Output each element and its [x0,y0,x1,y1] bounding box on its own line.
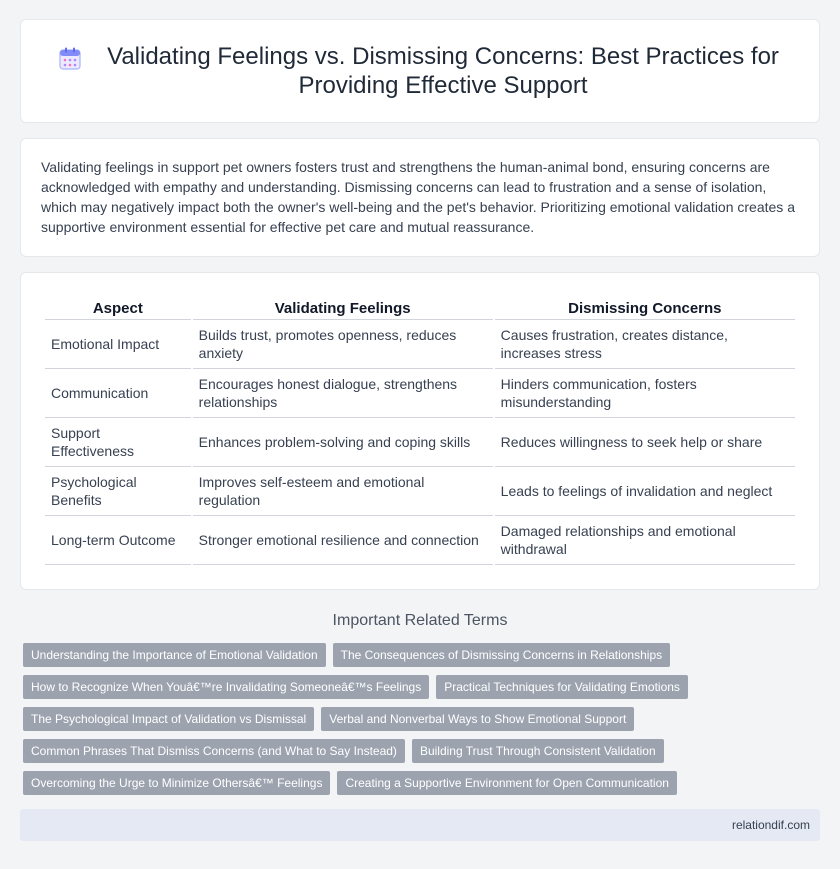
footer [20,809,820,841]
related-term-link[interactable]: Practical Techniques for Validating Emotions [436,675,688,699]
related-term-link[interactable]: Verbal and Nonverbal Ways to Show Emotional Support [321,707,634,731]
header [57,42,783,100]
table-row [45,516,795,565]
related-term-link[interactable]: The Consequences of Dismissing Concerns in Relationships [333,643,671,667]
comparison-card [20,272,820,590]
row-validating: Stronger emotional resilience and connection [193,516,493,565]
related-term-link[interactable]: The Psychological Impact of Validation vs Dismissal [23,707,314,731]
table-header-row [45,297,795,320]
page-title: Validating Feelings vs. Dismissing Concerns: Best Practices for Providing Effective Support [107,43,779,99]
intro-card [20,138,820,257]
intro-paragraph: Validating feelings in support pet owners fosters trust and strengthens the human-animal bond, ensuring concerns are acknowledged with empathy and understanding. Dismissing concerns can lead to frustration and a sense of isolation, which may negatively impact both the owner's well-being and the pet's behavior. Prioritizing emotional validation creates a supportive environment essential for effective pet care and mutual reassurance. [41,159,795,235]
row-aspect: Communication [45,369,191,418]
related-term-link[interactable]: Building Trust Through Consistent Validation [412,739,664,763]
row-validating: Enhances problem-solving and coping skills [193,418,493,467]
row-aspect: Psychological Benefits [45,467,191,516]
related-term-link[interactable]: Creating a Supportive Environment for Open Communication [337,771,677,795]
header-card [20,19,820,123]
table-row [45,418,795,467]
row-aspect: Emotional Impact [45,320,191,369]
row-dismissing: Leads to feelings of invalidation and neglect [495,467,795,516]
row-dismissing: Reduces willingness to seek help or share [495,418,795,467]
table-row [45,320,795,369]
row-dismissing: Damaged relationships and emotional withdrawal [495,516,795,565]
calendar-icon [57,46,83,72]
column-header-dismissing: Dismissing Concerns [495,297,795,320]
column-header-validating: Validating Feelings [193,297,493,320]
row-dismissing: Hinders communication, fosters misunderstanding [495,369,795,418]
related-term-link[interactable]: Understanding the Importance of Emotional Validation [23,643,326,667]
row-validating: Encourages honest dialogue, strengthens relationships [193,369,493,418]
related-term-link[interactable]: Overcoming the Urge to Minimize Othersâ€™ Feelings [23,771,330,795]
related-terms-list [23,643,818,803]
column-header-aspect: Aspect [45,297,191,320]
table-row [45,369,795,418]
row-dismissing: Causes frustration, creates distance, increases stress [495,320,795,369]
related-term-link[interactable]: Common Phrases That Dismiss Concerns (and What to Say Instead) [23,739,405,763]
row-aspect: Long-term Outcome [45,516,191,565]
row-validating: Builds trust, promotes openness, reduces anxiety [193,320,493,369]
related-term-link[interactable]: How to Recognize When Youâ€™re Invalidating Someoneâ€™s Feelings [23,675,429,699]
footer-site-name: relationdif.com [731,818,810,832]
comparison-table [43,297,797,565]
row-aspect: Support Effectiveness [45,418,191,467]
related-terms-title: Important Related Terms [332,612,508,629]
row-validating: Improves self-esteem and emotional regulation [193,467,493,516]
table-row [45,467,795,516]
